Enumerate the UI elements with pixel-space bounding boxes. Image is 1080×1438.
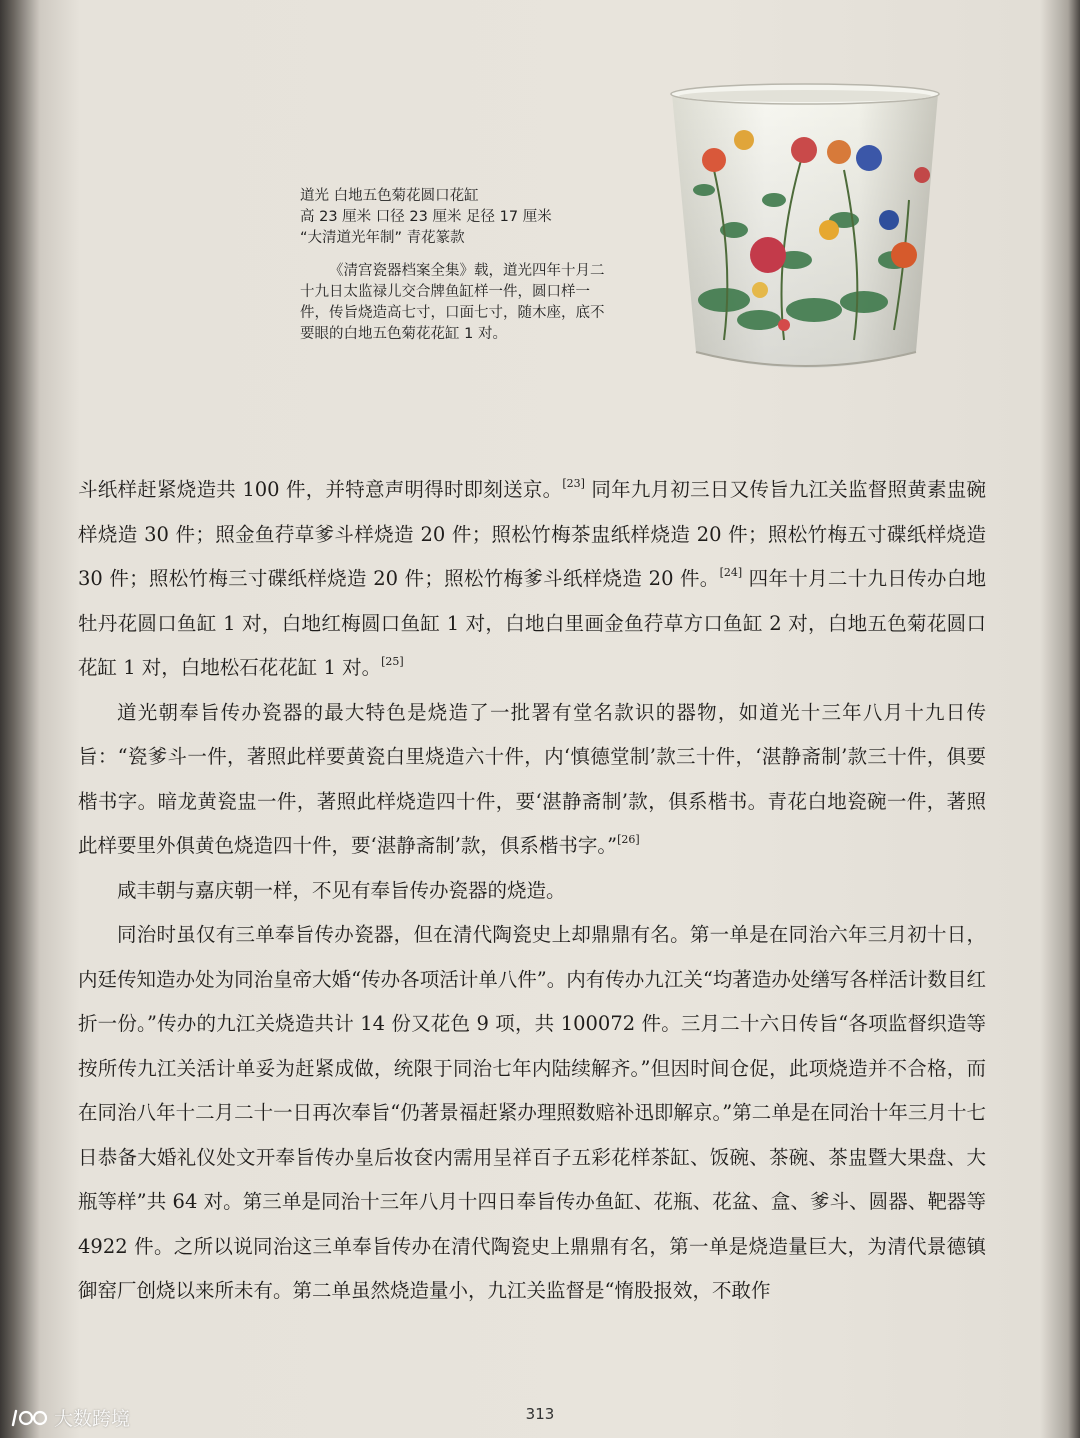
paragraph [78, 468, 986, 691]
caption-title: 道光 白地五色菊花圆口花缸 [300, 188, 479, 204]
footnote-reference: [23] [562, 477, 585, 490]
paragraph-text: 同年九月初三日又传旨九江关监督照黄素盅碗样烧造 30 件；照金鱼荇草爹斗样烧造 20 件；照松竹梅茶盅纸样烧造 20 件；照松竹梅五寸碟纸样烧造 30 件；照松竹梅三寸碟纸样烧造 20 件；照松竹梅爹斗纸样烧造 20 件。 [78, 478, 986, 590]
footnote-reference: [25] [381, 655, 404, 668]
paragraph-text: 道光朝奉旨传办瓷器的最大特色是烧造了一批署有堂名款识的器物，如道光十三年八月十九日传旨：“瓷爹斗一件，著照此样要黄瓷白里烧造六十件，内‘慎德堂制’款三十件，‘湛静斋制’款三十件，俱要楷书字。暗龙黄瓷盅一件，著照此样烧造四十件，要‘湛静斋制’款，俱系楷书。青花白地瓷碗一件，著照此样要里外俱黄色烧造四十件，要‘湛静斋制’款，俱系楷书字。” [78, 700, 986, 857]
caption-mark: “大清道光年制” 青花篆款 [300, 230, 465, 246]
paragraph-text: 咸丰朝与嘉庆朝一样，不见有奉旨传办瓷器的烧造。 [117, 878, 566, 902]
caption-dimensions: 高 23 厘米 口径 23 厘米 足径 17 厘米 [300, 209, 552, 225]
chrysanthemum-vase-image [664, 80, 946, 382]
watermark-logo-icon [10, 1407, 50, 1429]
watermark [10, 1404, 130, 1431]
footnote-reference: [26] [617, 833, 640, 846]
figure-caption [300, 186, 610, 345]
main-text [78, 468, 986, 1314]
caption-description: 《清宫瓷器档案全集》载，道光四年十月二十九日太监禄儿交合牌鱼缸样一件，圆口样一件，传旨烧造高七寸，口面七寸，随木座，底不要眼的白地五色菊花花缸 1 对。 [300, 263, 605, 342]
paragraph [78, 913, 986, 1314]
paragraph-text: 四年十月二十九日传办白地牡丹花圆口鱼缸 1 对，白地红梅圆口鱼缸 1 对，白地白里画金鱼荇草方口鱼缸 2 对，白地五色菊花圆口花缸 1 对，白地松石花花缸 1 对。 [78, 567, 987, 679]
watermark-text: 大数跨境 [54, 1408, 131, 1430]
paragraph [78, 691, 986, 869]
vase-photo [664, 80, 946, 382]
paragraph-text: 同治时虽仅有三单奉旨传办瓷器，但在清代陶瓷史上却鼎鼎有名。第一单是在同治六年三月初十日，内廷传知造办处为同治皇帝大婚“传办各项活计单八件”。内有传办九江关“均著造办处缮写各样活计数目红折一份。”传办的九江关烧造共计 14 份又花色 9 项，共 100072 件。三月二十六日传旨“各项监督织造等按所传九江关活计单妥为赶紧成做，统限于同治七年内陆续解齐。”但因时间仓促，此项烧造并不合格，而在同治八年十二月二十一日再次奉旨“仍著景福赶紧办理照数赔补迅即解京。”第二单是在同治十年三月十七日恭备大婚礼仪处文开奉旨传办皇后妆奁内需用呈祥百子五彩花样茶缸、饭碗、茶碗、茶盅暨大果盘、大瓶等样”共 64 对。第三单是同治十三年八月十四日奉旨传办鱼缸、花瓶、花盆、盒、爹斗、圆器、靶器等 4922 件。之所以说同治这三单奉旨传办在清代陶瓷史上鼎鼎有名，第一单是烧造量巨大，为清代景德镇御窑厂创烧以来所未有。第二单虽然烧造量小，九江关监督是“惰股报效，不敢作 [78, 923, 986, 1302]
page-number: 313 [525, 1405, 555, 1423]
paragraph [78, 869, 986, 914]
footnote-reference: [24] [719, 566, 743, 579]
paragraph-text: 斗纸样赶紧烧造共 100 件，并特意声明得时即刻送京。 [78, 478, 563, 501]
